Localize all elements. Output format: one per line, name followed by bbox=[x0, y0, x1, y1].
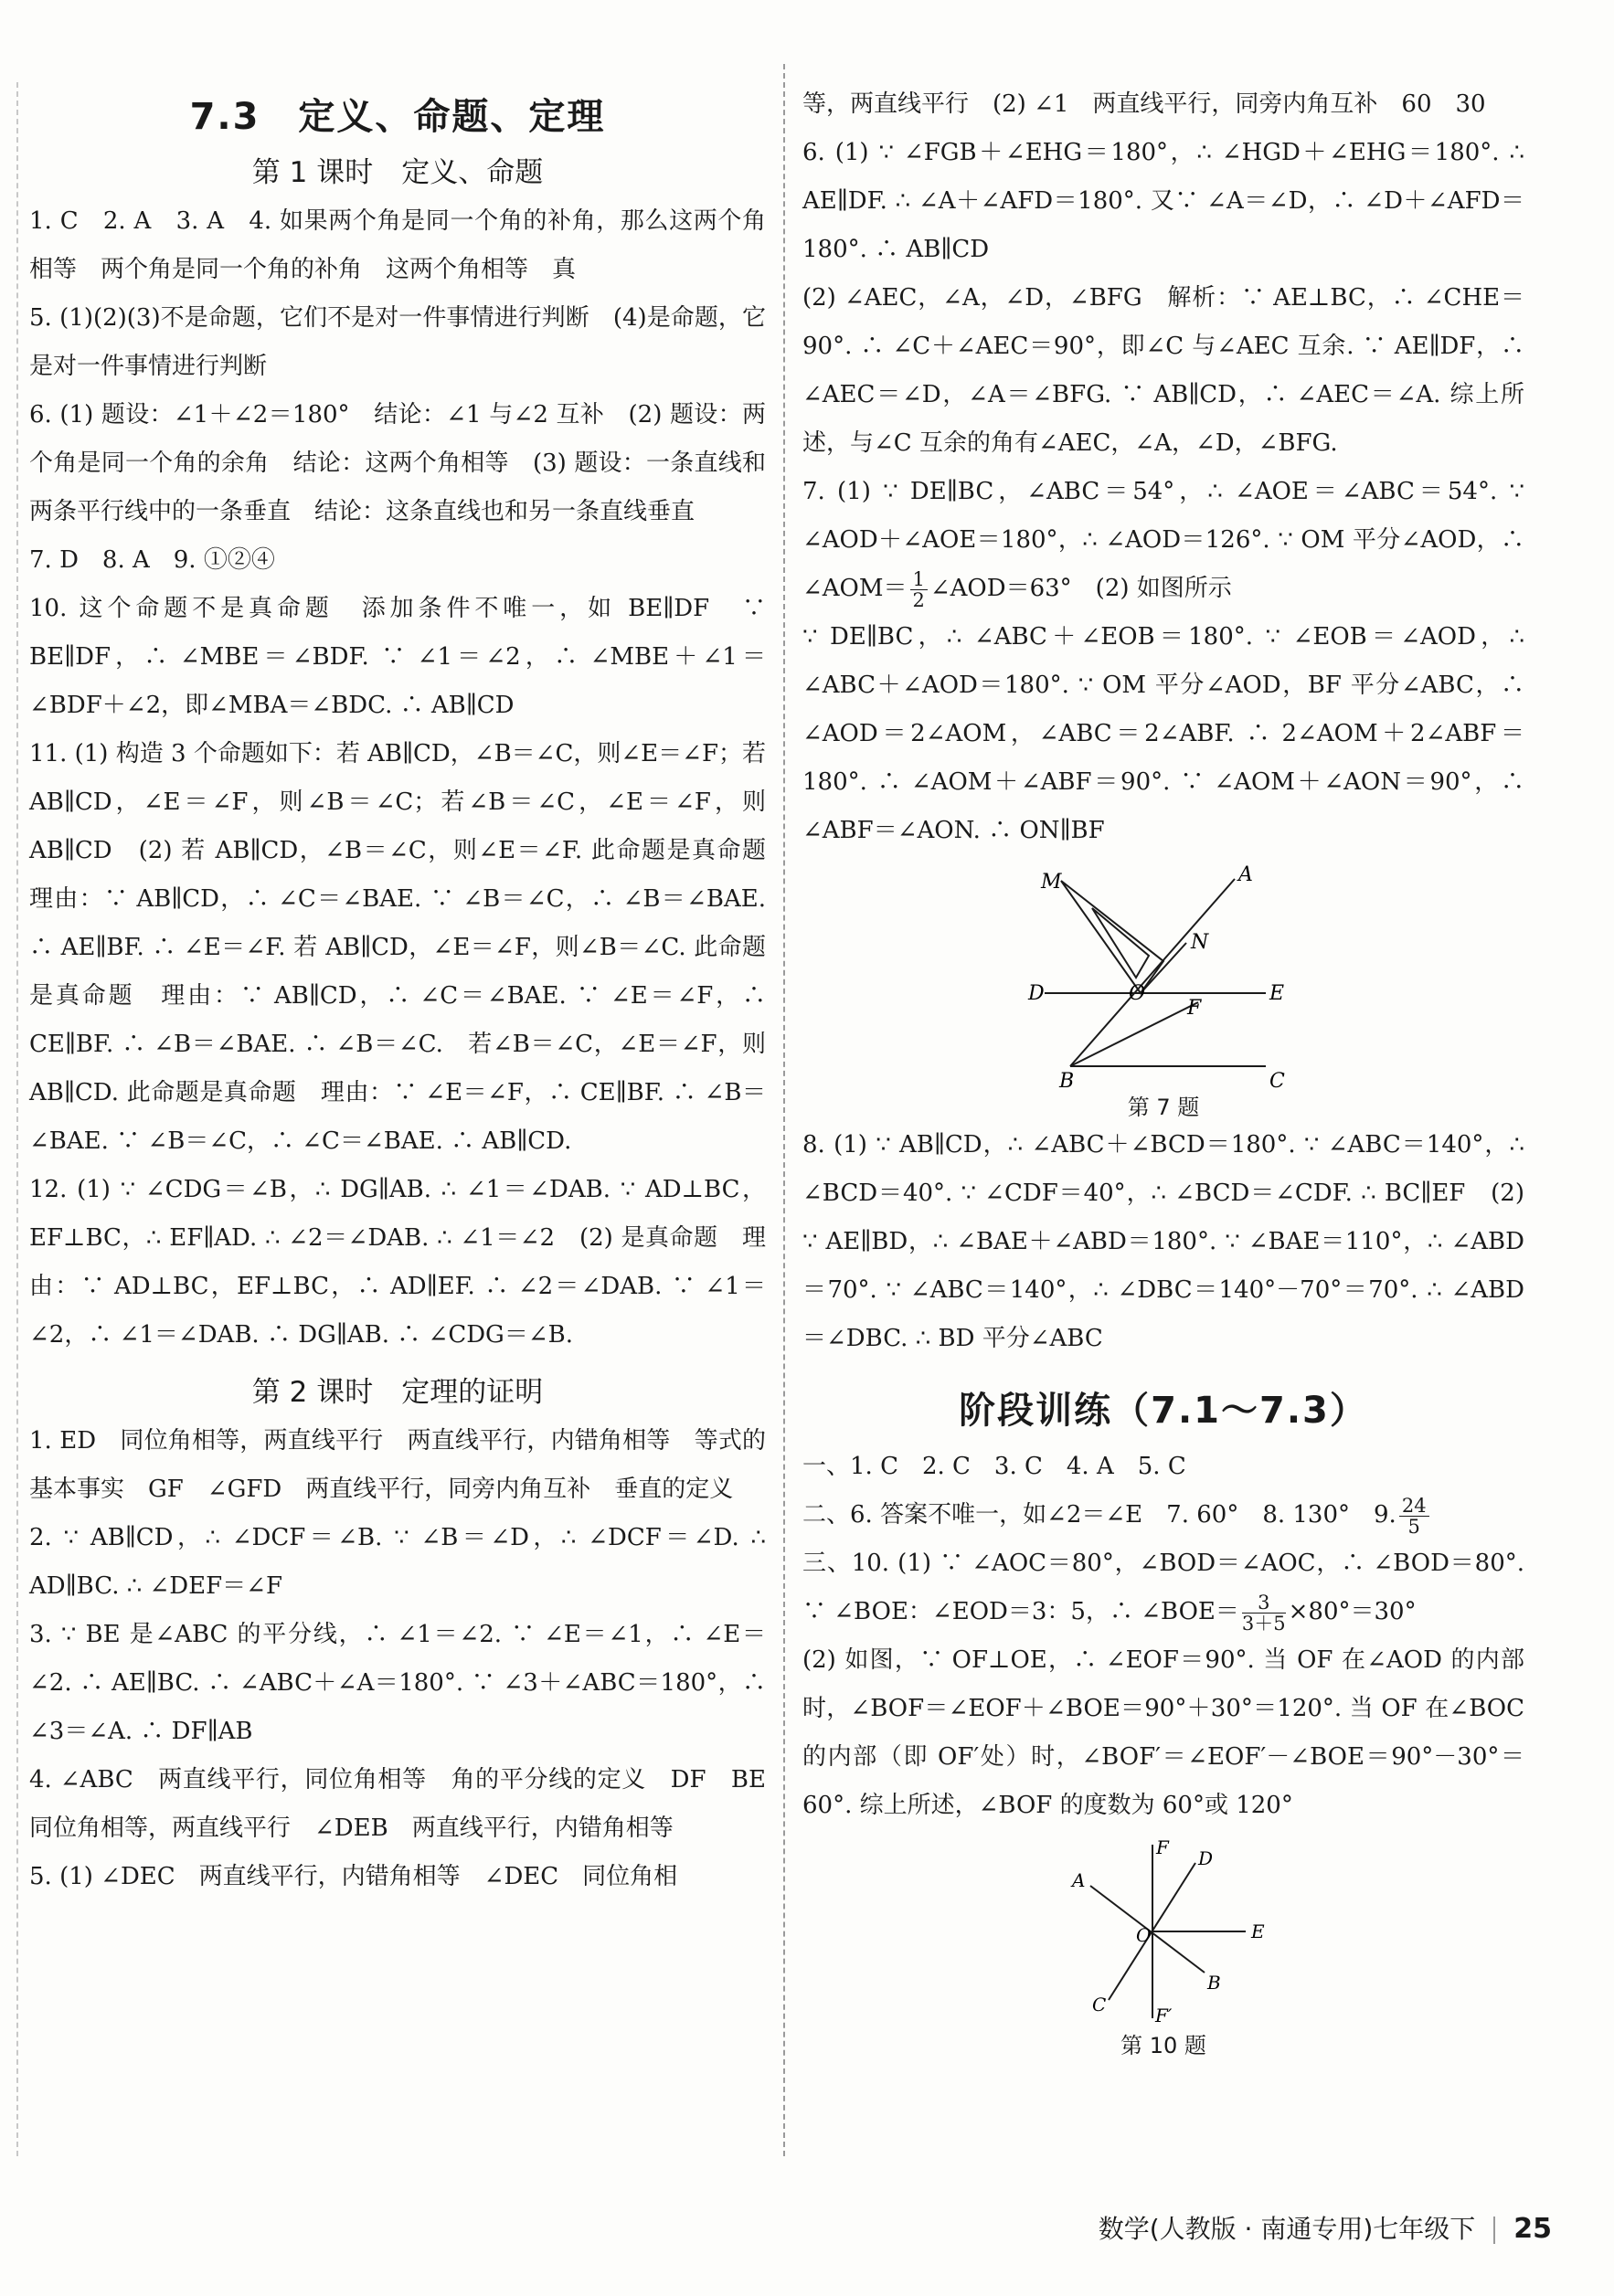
answer-item: ∵ DE∥BC，∴ ∠ABC＋∠EOB＝180°. ∵ ∠EOB＝∠AOD，∴ ∠ABC＋∠AOD＝180°. ∵ OM 平分∠AOD，BF 平分∠ABC，∴ ∠AOD＝2∠AOM，∠ABC＝2∠ABF. ∴ 2∠AOM＋2∠ABF＝180°. ∴ ∠AOM＋∠ABF＝90°. ∵ ∠AOM＋∠AON＝90°，∴ ∠ABF＝∠AON. ∴ ON∥BF bbox=[802, 623, 1524, 844]
label-o: O bbox=[1136, 1924, 1152, 1946]
lesson1-title: 第 1 课时 定义、命题 bbox=[251, 156, 544, 189]
stage-part-3-b: ×80°＝30° bbox=[1288, 1598, 1417, 1625]
fraction-numerator: 3 bbox=[1242, 1592, 1286, 1614]
answer-item: 11. (1) 构造 3 个命题如下：若 AB∥CD，∠B＝∠C，则∠E＝∠F；若 AB∥CD，∠E＝∠F，则∠B＝∠C；若∠B＝∠C，∠E＝∠F，则 AB∥CD (2) 若 AB∥CD，∠B＝∠C，则∠E＝∠F. 此命题是真命题 理由：∵ AB∥CD，∴ ∠C＝∠BAE. ∵ ∠B＝∠C，∴ ∠B＝∠BAE. ∴ AE∥BF. ∴ ∠E＝∠F. 若 AB∥CD，∠E＝∠F，则∠B＝∠C. 此命题是真命题 理由：∵ AB∥CD，∴ ∠C＝∠BAE. ∵ ∠E＝∠F，∴ CE∥BF. ∴ ∠B＝∠BAE. ∴ ∠B＝∠C. 若∠B＝∠C，∠E＝∠F，则 AB∥CD. 此命题是真命题 理由：∵ ∠E＝∠F，∴ CE∥BF. ∴ ∠B＝∠BAE. ∵ ∠B＝∠C，∴ ∠C＝∠BAE. ∴ AB∥CD. bbox=[29, 740, 791, 1155]
fraction-denominator: 2 bbox=[912, 588, 925, 611]
answer-item: 6. (1) 题设：∠1＋∠2＝180° 结论：∠1 与∠2 互补 (2) 题设：两个角是同一个角的余角 结论：这两个角相等 (3) 题设：一条直线和两条平行线中的一条垂直 结论：这条直线也和另一条直线垂直 bbox=[29, 401, 766, 525]
fraction-numerator: 1 bbox=[910, 569, 928, 590]
stage-part-3-c: (2) 如图，∵ OF⊥OE，∴ ∠EOF＝90°. 当 OF 在∠AOD 的内部时，∠BOF＝∠EOF＋∠BOE＝90°＋30°＝120°. 当 OF 在∠BOC 的内部（即 OF′处）时，∠BOF′＝∠EOF′－∠BOE＝90°－30°＝60°. 综上所述，∠BOF 的度数为 60°或 120° bbox=[802, 1646, 1524, 1819]
answer-item: 等，两直线平行 (2) ∠1 两直线平行，同旁内角互补 60 30 bbox=[802, 90, 1486, 118]
column-divider bbox=[783, 64, 785, 2156]
label-o: O bbox=[1129, 982, 1146, 1005]
answer-item: 12. (1) ∵ ∠CDG＝∠B，∴ DG∥AB. ∴ ∠1＝∠DAB. ∵ AD⊥BC，EF⊥BC，∴ EF∥AD. ∴ ∠2＝∠DAB. ∴ ∠1＝∠2 (2) 是真命题 理由：∵ AD⊥BC，EF⊥BC，∴ AD∥EF. ∴ ∠2＝∠DAB. ∵ ∠1＝∠2，∴ ∠1＝∠DAB. ∴ DG∥AB. ∴ ∠CDG＝∠B. bbox=[29, 1176, 766, 1349]
line-bf bbox=[1070, 1002, 1198, 1066]
left-column bbox=[29, 75, 791, 1901]
figure-7-caption: 第 7 题 bbox=[1127, 1095, 1200, 1120]
fraction-denominator: 5 bbox=[1407, 1515, 1420, 1538]
q7-part-a: 7. (1) ∵ DE∥BC，∠ABC＝54°，∴ ∠AOE＝∠ABC＝54°. ∵ ∠AOD＋∠AOE＝180°，∴ ∠AOD＝126°. ∵ OM 平分∠AOD，∴ ∠AOM＝ bbox=[802, 478, 1524, 602]
right-column bbox=[802, 80, 1524, 2059]
answer-item: (2) ∠AEC，∠A，∠D，∠BFG 解析：∵ AE⊥BC，∴ ∠CHE＝90°. ∴ ∠C＋∠AEC＝90°，即∠C 与∠AEC 互余. ∵ AE∥DF，∴ ∠AEC＝∠D，∠A＝∠BFG. ∵ AB∥CD，∴ ∠AEC＝∠A. 综上所述，与∠C 互余的角有∠AEC，∠A，∠D，∠BFG. bbox=[802, 284, 1524, 457]
lesson1-answers bbox=[29, 197, 791, 1360]
answer-item: 1. ED 同位角相等，两直线平行 两直线平行，内错角相等 等式的基本事实 GF ∠GFD 两直线平行，同旁内角互补 垂直的定义 bbox=[29, 1427, 766, 1503]
book-title: 数学(人教版 · 南通专用)七年级下 bbox=[1098, 2214, 1476, 2244]
label-f: F bbox=[1156, 1836, 1169, 1858]
stage-part-2-text: 二、6. 答案不唯一，如∠2＝∠E 7. 60° 8. 130° 9. bbox=[802, 1501, 1396, 1529]
answer-item: 5. (1) ∠DEC 两直线平行，内错角相等 ∠DEC 同位角相 bbox=[29, 1863, 678, 1890]
stage-part-2 bbox=[802, 1491, 1524, 1539]
label-d: D bbox=[1198, 1847, 1214, 1869]
label-c: C bbox=[1269, 1070, 1285, 1089]
figure-7-diagram bbox=[1026, 861, 1301, 1089]
fraction bbox=[1242, 1592, 1286, 1634]
fraction bbox=[1399, 1496, 1429, 1537]
answer-item: 7. D 8. A 9. ①②④ bbox=[29, 546, 275, 574]
fraction-denominator: 3＋5 bbox=[1241, 1612, 1286, 1635]
answer-item: 10. 这个命题不是真命题 添加条件不唯一，如 BE∥DF ∵ BE∥DF，∴ ∠MBE＝∠BDF. ∵ ∠1＝∠2，∴ ∠MBE＋∠1＝∠BDF＋∠2，即∠MBA＝∠BDC. ∴ AB∥CD bbox=[29, 595, 766, 719]
label-e: E bbox=[1251, 1920, 1265, 1942]
label-a: A bbox=[1238, 863, 1253, 886]
footer-separator bbox=[1493, 2217, 1495, 2244]
stage-part-3-a: 三、10. (1) ∵ ∠AOC＝80°，∠BOD＝∠AOC，∴ ∠BOD＝80°. ∵ ∠BOE：∠EOD＝3：5，∴ ∠BOE＝ bbox=[802, 1550, 1524, 1625]
stage-title: 阶段训练（7.1～7.3） bbox=[959, 1390, 1368, 1432]
section-title: 7.3 定义、命题、定理 bbox=[189, 96, 606, 138]
stage-part-1: 一、1. C 2. C 3. C 4. A 5. C bbox=[802, 1453, 1186, 1480]
fraction-numerator: 24 bbox=[1399, 1496, 1429, 1517]
page-footer bbox=[1099, 2209, 1552, 2246]
left-margin-line bbox=[16, 82, 18, 2156]
line-on bbox=[1141, 943, 1186, 993]
answer-item: 2. ∵ AB∥CD，∴ ∠DCF＝∠B. ∵ ∠B＝∠D，∴ ∠DCF＝∠D. ∴ AD∥BC. ∴ ∠DEF＝∠F bbox=[29, 1524, 766, 1600]
figure-7 bbox=[1026, 861, 1301, 1121]
fraction bbox=[910, 569, 928, 610]
lesson2-title: 第 2 课时 定理的证明 bbox=[251, 1376, 544, 1409]
label-d: D bbox=[1028, 982, 1045, 1005]
answer-item: 8. (1) ∵ AB∥CD，∴ ∠ABC＋∠BCD＝180°. ∵ ∠ABC＝140°，∴ ∠BCD＝40°. ∵ ∠CDF＝40°，∴ ∠BCD＝∠CDF. ∴ BC∥EF (2) ∵ AE∥BD，∴ ∠BAE＋∠ABD＝180°. ∵ ∠BAE＝110°，∴ ∠ABD＝70°. ∵ ∠ABC＝140°，∴ ∠DBC＝140°－70°＝70°. ∴ ∠ABD＝∠DBC. ∴ BD 平分∠ABC bbox=[802, 1131, 1524, 1352]
answer-item: 6. (1) ∵ ∠FGB＋∠EHG＝180°，∴ ∠HGD＋∠EHG＝180°. ∴ AE∥DF. ∴ ∠A＋∠AFD＝180°. 又∵ ∠A＝∠D，∴ ∠D＋∠AFD＝180°. ∴ AB∥CD bbox=[802, 139, 1524, 263]
label-b: B bbox=[1059, 1070, 1075, 1089]
answer-item: 5. (1)(2)(3)不是命题，它们不是对一件事情进行判断 (4)是命题，它是对一件事情进行判断 bbox=[29, 304, 766, 380]
figure-10-diagram bbox=[1045, 1836, 1282, 2027]
label-m: M bbox=[1041, 871, 1062, 894]
figure-10-caption: 第 10 题 bbox=[1120, 2033, 1206, 2058]
answer-item: 1. C 2. A 3. A 4. 如果两个角是同一个角的补角，那么这两个角相等 两个角是同一个角的补角 这两个角相等 真 bbox=[29, 207, 766, 283]
label-f-prime: F′ bbox=[1155, 2005, 1173, 2026]
answer-item bbox=[802, 468, 1524, 613]
label-f: F bbox=[1187, 997, 1202, 1020]
stage-part-3 bbox=[802, 1539, 1524, 1636]
lesson2-answers bbox=[29, 1417, 791, 1901]
label-c: C bbox=[1092, 1994, 1107, 2016]
q7-part-b: ∠AOD＝63° (2) 如图所示 bbox=[929, 575, 1232, 602]
label-e: E bbox=[1269, 982, 1285, 1005]
label-a: A bbox=[1072, 1869, 1086, 1891]
answer-item: 3. ∵ BE 是∠ABC 的平分线，∴ ∠1＝∠2. ∵ ∠E＝∠1，∴ ∠E＝∠2. ∴ AE∥BC. ∴ ∠ABC＋∠A＝180°. ∵ ∠3＋∠ABC＝180°，∴ ∠3＝∠A. ∴ DF∥AB bbox=[29, 1621, 766, 1745]
page-number: 25 bbox=[1513, 2213, 1552, 2245]
label-n: N bbox=[1191, 931, 1209, 954]
figure-10 bbox=[1045, 1836, 1282, 2059]
continued-answers bbox=[802, 80, 1524, 468]
label-b: B bbox=[1207, 1972, 1221, 1994]
answer-item: 4. ∠ABC 两直线平行，同位角相等 角的平分线的定义 DF BE 同位角相等，两直线平行 ∠DEB 两直线平行，内错角相等 bbox=[29, 1766, 791, 1842]
